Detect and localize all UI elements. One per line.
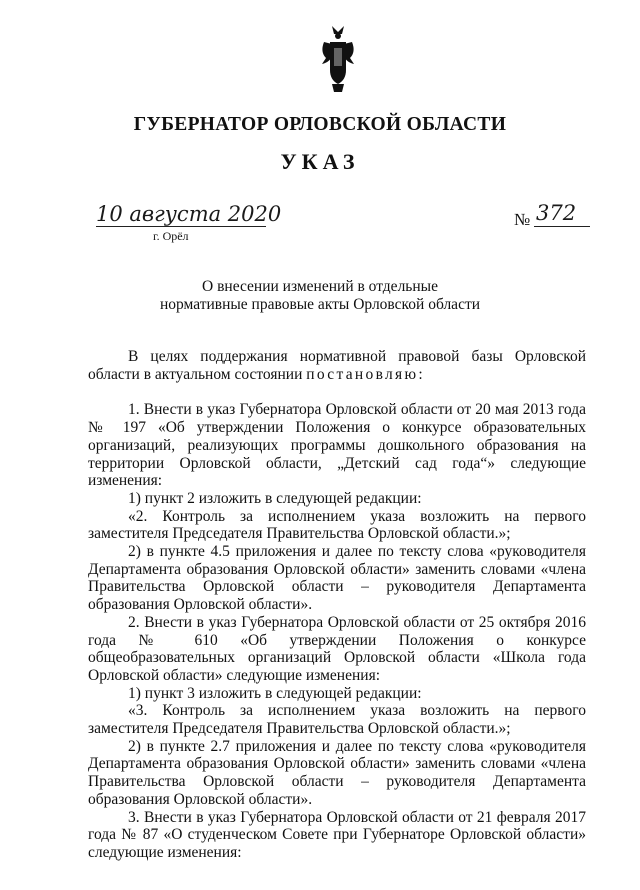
subparagraph-2-2: 2) в пункте 2.7 приложения и далее по тексту слова «руководителя Департамента образования Орловской области» заменить словами «члена Правительства Орловской области – руководителя Департамента образования Орловской области». <box>88 737 586 808</box>
number-label: № <box>514 210 531 229</box>
preamble-verb: постановляю: <box>306 365 425 383</box>
date-underline <box>96 226 266 227</box>
quote-2-1: «3. Контроль за исполнением указа возложить на первого заместителя Председателя Правительства Орловской области.»; <box>88 702 586 738</box>
number-underline <box>534 226 590 227</box>
document-type-title: УКАЗ <box>280 149 360 174</box>
subject-line: О внесении изменений в отдельные <box>202 278 438 295</box>
decree-number: 372 <box>536 201 577 225</box>
subparagraph-2-1: 1) пункт 3 изложить в следующей редакции: <box>128 684 422 702</box>
paragraph-3: 3. Внести в указ Губернатора Орловской области от 21 февраля 2017 года № 87 «О студенческом Совете при Губернаторе Орловской области» следующие изменения: <box>88 808 586 861</box>
quote-1-1: «2. Контроль за исполнением указа возложить на первого заместителя Председателя Правительства Орловской области.»; <box>88 507 586 543</box>
decree-city: г. Орёл <box>153 229 189 243</box>
subparagraph-1-2: 2) в пункте 4.5 приложения и далее по тексту слова «руководителя Департамента образования Орловской области» заменить словами «члена Правительства Орловской области – руководителя Департамента образования Орловской области». <box>88 543 586 614</box>
preamble-paragraph <box>88 348 586 383</box>
subparagraph-1-1: 1) пункт 2 изложить в следующей редакции: <box>128 489 422 507</box>
decree-subject <box>150 278 490 314</box>
paragraph-1: 1. Внести в указ Губернатора Орловской области от 20 мая 2013 года № 197 «Об утверждении Положения о конкурсе образовательных организаций, реализующих программы дошкольного образования на территории Орловской области, „Детский сад года“» следующие изменения: <box>88 401 586 490</box>
decree-date: 10 августа 2020 <box>96 202 282 226</box>
authority-title: ГУБЕРНАТОР ОРЛОВСКОЙ ОБЛАСТИ <box>133 114 507 135</box>
decree-body <box>88 348 586 862</box>
coat-of-arms-icon <box>318 24 358 94</box>
preamble-text: В целях поддержания нормативной правовой базы Орловской области в актуальном состоянии <box>88 348 586 383</box>
subject-line: нормативные правовые акты Орловской области <box>159 296 481 313</box>
paragraph-2: 2. Внести в указ Губернатора Орловской области от 25 октября 2016 года № 610 «Об утверждении Положения о конкурсе общеобразовательных организаций Орловской области «Школа года Орловской области» следующие изменения: <box>88 613 586 684</box>
